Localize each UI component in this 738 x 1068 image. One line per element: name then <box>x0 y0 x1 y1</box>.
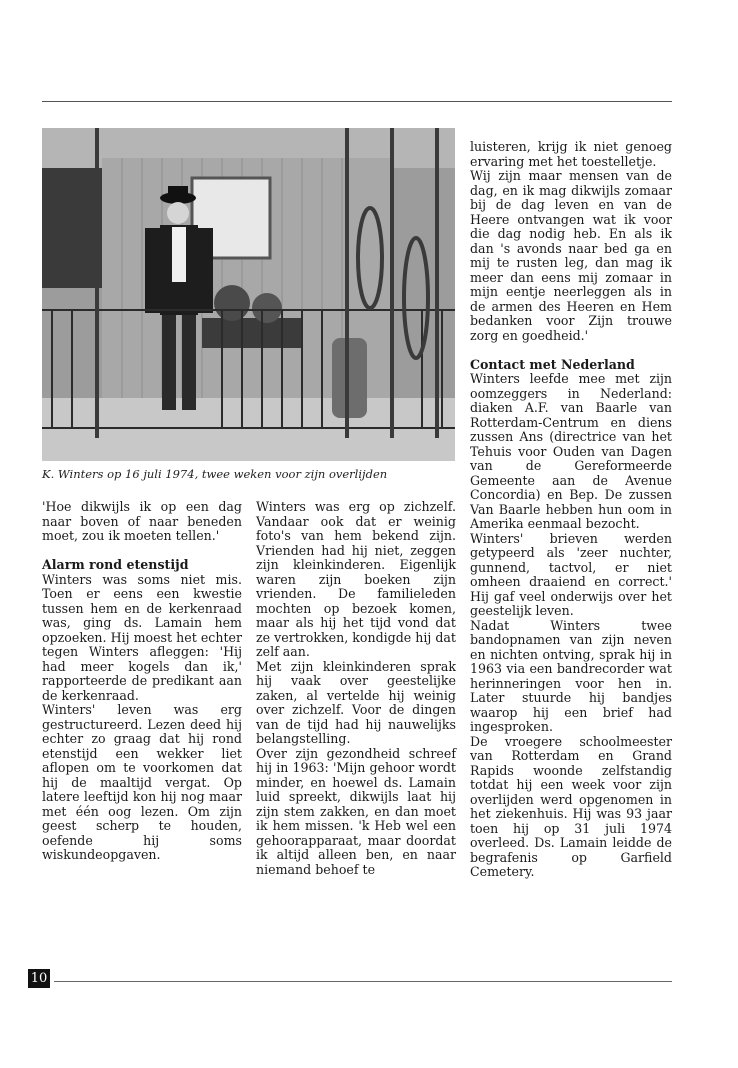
photo-porch-man-hat-icon <box>42 128 455 461</box>
paragraph: luisteren, krijg ik niet genoeg ervaring met het toestelletje. <box>470 139 672 169</box>
page-number: 10 <box>28 969 50 988</box>
top-rule <box>42 101 672 102</box>
paragraph: Winters was erg op zichzelf. Vandaar ook dat er weinig foto's van hem bekend zijn. Vrienden had hij niet, zeggen zijn kleinkinderen. Eigenlijk waren zijn boeken zijn vrienden. De familieleden mochten op bezoek komen, maar als hij het tijd vond dat ze vertrokken, kondigde hij dat zelf aan. <box>256 499 456 659</box>
paragraph: Winters leefde mee met zijn oomzeggers in Nederland: diaken A.F. van Baarle van Rotterdam-Centrum en diens zussen Ans (directrice van het Tehuis voor Ouden van Dagen van de Gereformeerde Gemeente aan de Avenue Concordia) en Bep. De zussen Van Baarle hebben hun oom in Amerika eenmaal bezocht. <box>470 371 672 531</box>
paragraph: Nadat Winters twee bandopnamen van zijn neven en nichten ontving, sprak hij in 1963 via een bandrecorder wat herinneringen voor hen in. Later stuurde hij bandjes waarop hij een brief had ingesproken. <box>470 617 672 734</box>
paragraph: Winters was soms niet mis. Toen er eens een kwestie tussen hem en de kerkenraad was, ging ds. Lamain hem opzoeken. Hij moest het echter tegen Winters afleggen: 'Hij had meer kogels dan ik,' rapporteerde de predikant aan de kerkenraad. <box>42 571 242 703</box>
bottom-rule <box>54 981 672 982</box>
text-column-2 <box>256 500 456 877</box>
paragraph: Wij zijn maar mensen van de dag, en ik mag dikwijls zomaar bij de dag leven en van de Heere ontvangen wat ik voor die dag nodig heb. En als ik dan 's avonds naar bed ga en mij te rusten leg, dan mag ik meer dan eens mij zomaar in mijn eentje neerleggen als in de armen des Heeren en Hem bedanken voor Zijn trouwe zorg en goedheid.' <box>470 168 672 343</box>
paragraph: Met zijn kleinkinderen sprak hij vaak over geestelijke zaken, al vertelde hij weinig over zichzelf. Voor de dingen van de tijd had hij nauwelijks belangstelling. <box>256 658 456 746</box>
section-heading: Contact met Nederland <box>470 356 635 372</box>
paragraph: Winters' brieven werden getypeerd als 'zeer nuchter, gunnend, tactvol, er niet omheen draaiend en correct.' Hij gaf veel onderwijs over het geestelijk leven. <box>470 530 672 618</box>
paragraph: 'Hoe dikwijls ik op een dag naar boven of naar beneden moet, zou ik moeten tellen.' <box>42 499 242 543</box>
porch-photo <box>42 128 455 461</box>
paragraph: De vroegere schoolmeester van Rotterdam en Grand Rapids woonde zelfstandig totdat hij een week voor zijn overlijden werd opgenomen in het ziekenhuis. Hij was 93 jaar toen hij op 31 juli 1974 overleed. Ds. Lamain leidde de begrafenis op Garfield Cemetery. <box>470 733 672 879</box>
section-heading: Alarm rond etenstijd <box>42 557 189 572</box>
text-column-3 <box>470 140 672 880</box>
paragraph: Winters' leven was erg gestructureerd. Lezen deed hij echter zo graag dat hij rond etenstijd een wekker liet aflopen om te voorkomen dat hij de maaltijd vergat. Op latere leeftijd kon hij nog maar met één oog lezen. Om zijn geest scherp te houden, oefende hij soms wiskundeopgaven. <box>42 702 242 862</box>
photo-caption: K. Winters op 16 juli 1974, twee weken voor zijn overlijden <box>42 467 388 481</box>
text-column-1 <box>42 500 242 863</box>
paragraph: Over zijn gezondheid schreef hij in 1963: 'Mijn gehoor wordt minder, en hoewel ds. Lamain luid spreekt, dikwijls laat hij zijn stem zakken, en dan moet ik hem missen. 'k Heb wel een gehoorapparaat, maar doordat ik altijd alleen ben, en naar niemand behoef te <box>256 745 456 877</box>
